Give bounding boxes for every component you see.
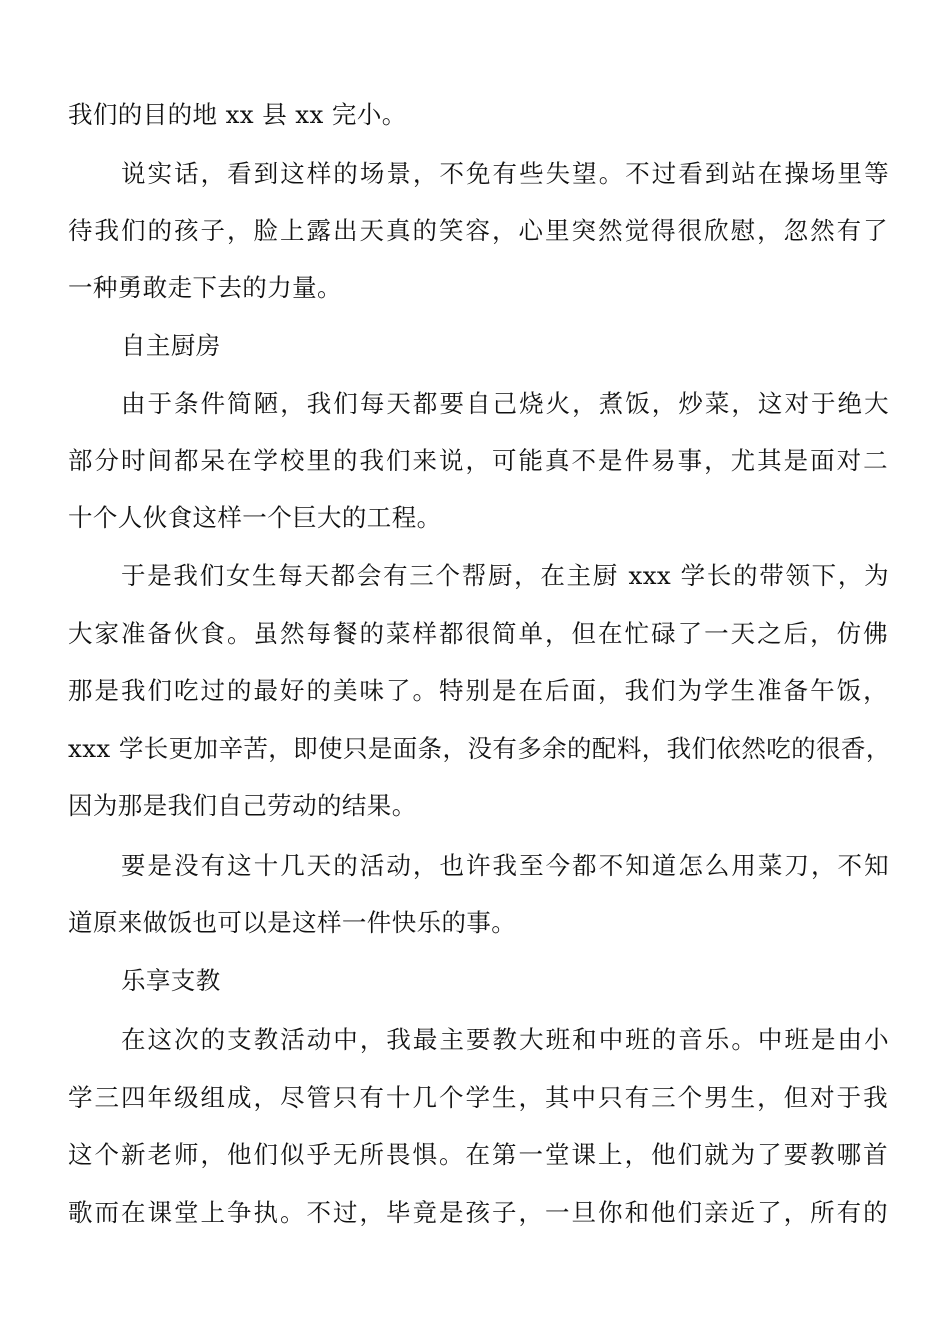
paragraph-line: 因为那是我们自己劳动的结果。 [68, 791, 417, 820]
paragraph-line: 在这次的支教活动中，我最主要教大班和中班的音乐。中班是由小 [121, 1025, 889, 1054]
section-heading: 自主厨房 [121, 331, 221, 360]
section-heading: 乐享支教 [121, 966, 221, 995]
paragraph-line: 这个新老师，他们似乎无所畏惧。在第一堂课上，他们就为了要教哪首 [68, 1140, 888, 1169]
paragraph-line: 道原来做饭也可以是这样一件快乐的事。 [68, 908, 517, 937]
paragraph-line: 由于条件简陋，我们每天都要自己烧火，煮饭，炒菜，这对于绝大 [121, 389, 889, 418]
paragraph-line: xxx 学长更加辛苦，即使只是面条，没有多余的配料，我们依然吃的很香， [68, 734, 891, 763]
paragraph-line: 一种勇敢走下去的力量。 [68, 273, 342, 302]
paragraph-line: 我们的目的地 xx 县 xx 完小。 [68, 100, 407, 129]
paragraph-line: 要是没有这十几天的活动，也许我至今都不知道怎么用菜刀，不知 [121, 851, 889, 880]
paragraph-line: 那是我们吃过的最好的美味了。特别是在后面，我们为学生准备午饭， [68, 676, 888, 705]
paragraph-line: 学三四年级组成，尽管只有十几个学生，其中只有三个男生，但对于我 [68, 1083, 888, 1112]
paragraph-line: 部分时间都呆在学校里的我们来说，可能真不是件易事，尤其是面对二 [68, 446, 888, 475]
paragraph-line: 大家准备伙食。虽然每餐的菜样都很简单，但在忙碌了一天之后，仿佛 [68, 619, 888, 648]
paragraph-line: 十个人伙食这样一个巨大的工程。 [68, 503, 442, 532]
paragraph-line: 于是我们女生每天都会有三个帮厨，在主厨 xxx 学长的带领下，为 [121, 561, 889, 590]
paragraph-line: 说实话，看到这样的场景，不免有些失望。不过看到站在操场里等 [121, 159, 889, 188]
paragraph-line: 待我们的孩子，脸上露出天真的笑容，心里突然觉得很欣慰，忽然有了 [68, 216, 888, 245]
paragraph-line: 歌而在课堂上争执。不过，毕竟是孩子，一旦你和他们亲近了，所有的 [68, 1198, 888, 1227]
